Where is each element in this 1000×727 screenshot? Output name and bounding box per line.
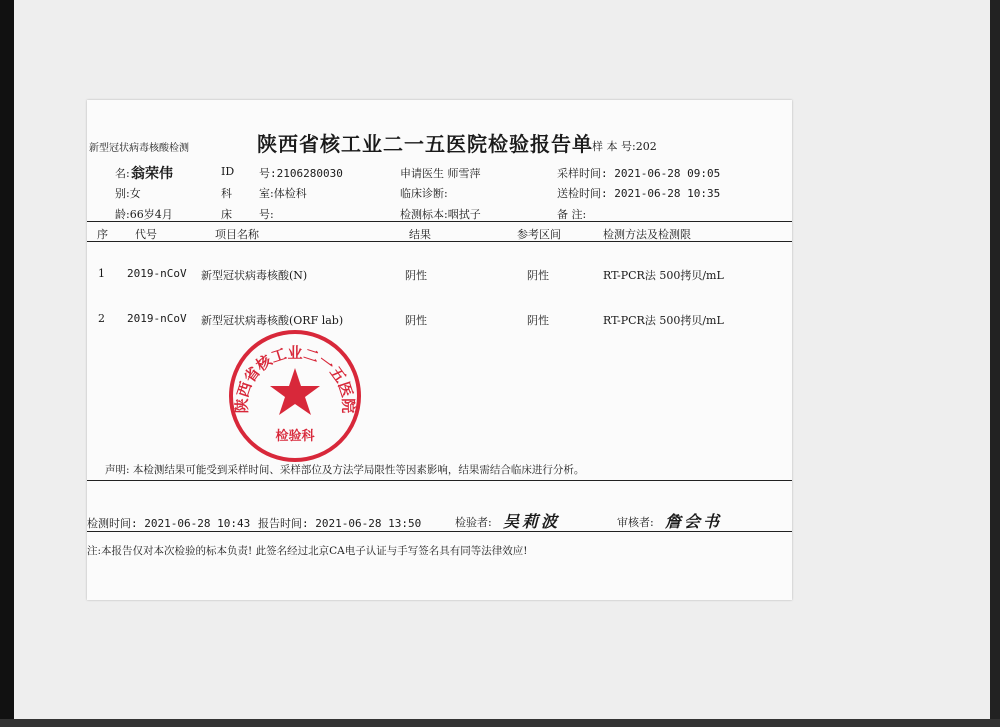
row-result: 阴性 — [405, 314, 427, 327]
test-time: 检测时间: 2021-06-28 10:43 — [87, 517, 251, 530]
row-code: 2019-nCoV — [127, 312, 187, 325]
patient-name: 翁荣伟 — [131, 166, 173, 182]
scan-border-left — [0, 0, 14, 727]
bed-label: 床 — [221, 208, 232, 221]
footer-rule — [87, 531, 792, 532]
patient-age: 龄:66岁4月 — [115, 208, 173, 221]
test-type-label: 新型冠状病毒核酸检测 — [89, 143, 189, 154]
patient-sex: 别:女 — [115, 187, 141, 200]
row-item: 新型冠状病毒核酸(ORF lab) — [201, 314, 344, 327]
row-method: RT-PCR法 500拷贝/mL — [603, 314, 724, 327]
svg-text:陕西省核工业二一五医院: 陕西省核工业二一五医院 — [232, 344, 358, 414]
name-label: 名: — [115, 167, 130, 180]
row-no: 1 — [98, 267, 105, 280]
dept-label: 科 — [221, 187, 232, 200]
scan-border-bottom — [0, 719, 1000, 727]
tester-signature: 吴莉波 — [503, 512, 561, 531]
clinical-diagnosis: 临床诊断: — [400, 187, 448, 200]
report-sheet — [87, 100, 792, 600]
col-header-no: 序 — [97, 228, 108, 241]
col-header-reference: 参考区间 — [517, 228, 561, 241]
reviewer-signature: 詹会书 — [665, 512, 723, 531]
row-reference: 阴性 — [527, 314, 549, 327]
receive-time: 送检时间: 2021-06-28 10:35 — [557, 187, 721, 200]
col-header-result: 结果 — [409, 228, 431, 241]
collection-time: 采样时间: 2021-06-28 09:05 — [557, 167, 721, 180]
row-reference: 阴性 — [527, 269, 549, 282]
dept-value: 室:体检科 — [259, 187, 307, 200]
hospital-seal — [225, 328, 365, 464]
bed-value: 号: — [259, 208, 274, 221]
row-result: 阴性 — [405, 269, 427, 282]
report-time: 报告时间: 2021-06-28 13:50 — [258, 517, 422, 530]
legal-note: 注:本报告仅对本次检验的标本负责! 此签名经过北京CA电子认证与手写签名具有同等法律效应! — [87, 545, 528, 557]
disclaimer-statement: 声明: 本检测结果可能受到采样时间、采样部位及方法学局限性等因素影响，结果需结合临床进行分析。 — [105, 464, 585, 476]
requesting-doctor: 申请医生 师雪萍 — [400, 167, 481, 180]
svg-text:检验科: 检验科 — [275, 429, 315, 444]
col-header-method: 检测方法及检测限 — [603, 228, 691, 241]
scan-border-right — [990, 0, 1000, 727]
col-header-code: 代号 — [135, 228, 157, 241]
id-label: ID — [221, 165, 235, 178]
row-no: 2 — [98, 312, 105, 325]
remark: 备 注: — [557, 208, 587, 221]
reviewer-label: 审核者: — [617, 516, 654, 529]
specimen-type: 检测标本:咽拭子 — [400, 208, 481, 221]
col-header-item: 项目名称 — [215, 228, 259, 241]
row-method: RT-PCR法 500拷贝/mL — [603, 269, 724, 282]
row-item: 新型冠状病毒核酸(N) — [201, 269, 308, 282]
table-header-rule — [87, 241, 792, 242]
report-title: 陕西省核工业二一五医院检验报告单 — [257, 132, 593, 156]
sample-number: 样 本 号:202 — [592, 140, 657, 153]
statement-rule — [87, 480, 792, 481]
patient-id: 号:2106280030 — [259, 167, 343, 180]
tester-label: 检验者: — [455, 516, 492, 529]
table-top-rule — [87, 221, 792, 222]
row-code: 2019-nCoV — [127, 267, 187, 280]
